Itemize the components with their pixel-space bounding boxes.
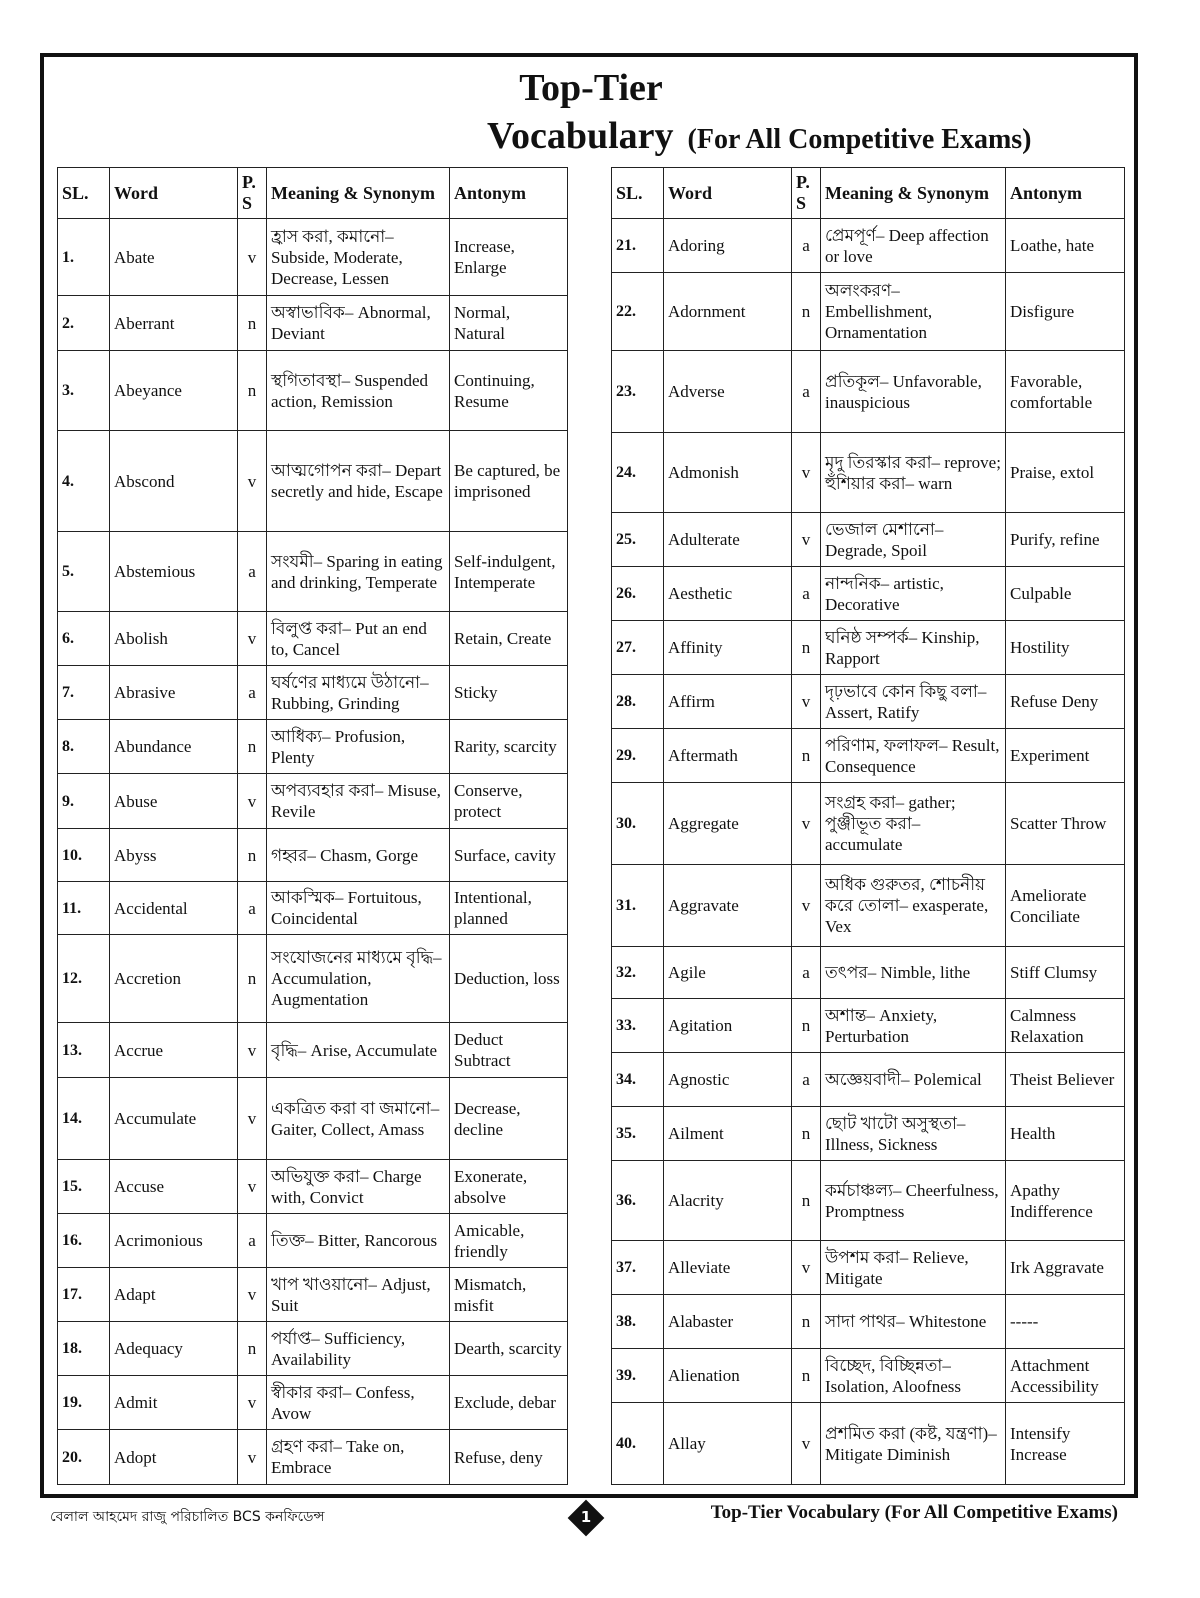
ps-cell: v xyxy=(238,1023,267,1078)
sl-cell: 4. xyxy=(58,431,110,532)
sl-cell: 29. xyxy=(612,729,664,783)
table-row xyxy=(58,1268,568,1322)
page-number: 1 xyxy=(580,1508,592,1526)
sl-cell: 11. xyxy=(58,882,110,935)
ps-cell: n xyxy=(238,720,267,774)
word-cell: Abuse xyxy=(110,774,238,829)
sl-cell: 40. xyxy=(612,1403,664,1485)
table-row xyxy=(612,729,1125,783)
word-cell: Allay xyxy=(664,1403,792,1485)
antonym-cell: Sticky xyxy=(450,666,568,720)
meaning-cell: মৃদু তিরস্কার করা– reprove; হুঁশিয়ার করা– warn xyxy=(821,433,1006,513)
word-cell: Alacrity xyxy=(664,1161,792,1241)
meaning-cell: বৃদ্ধি– Arise, Accumulate xyxy=(267,1023,450,1078)
antonym-cell: Be captured, be imprisoned xyxy=(450,431,568,532)
antonym-cell: Favorable, comfortable xyxy=(1006,351,1125,433)
antonym-cell: Retain, Create xyxy=(450,612,568,666)
table-row xyxy=(58,296,568,351)
antonym-cell: Disfigure xyxy=(1006,273,1125,351)
sl-cell: 24. xyxy=(612,433,664,513)
title-vocabulary: Vocabulary xyxy=(487,115,674,157)
ps-cell: v xyxy=(238,431,267,532)
header-antonym: Antonym xyxy=(450,168,568,219)
meaning-cell: অপব্যবহার করা– Misuse, Revile xyxy=(267,774,450,829)
table-row xyxy=(58,720,568,774)
meaning-cell: অলংকরণ– Embellishment, Ornamentation xyxy=(821,273,1006,351)
word-cell: Accrue xyxy=(110,1023,238,1078)
table-row xyxy=(58,1322,568,1376)
ps-cell: v xyxy=(238,219,267,296)
ps-cell: v xyxy=(238,774,267,829)
word-cell: Aftermath xyxy=(664,729,792,783)
ps-cell: a xyxy=(238,666,267,720)
ps-cell: n xyxy=(792,1107,821,1161)
word-cell: Accretion xyxy=(110,935,238,1023)
sl-cell: 22. xyxy=(612,273,664,351)
ps-cell: v xyxy=(238,1430,267,1485)
table-row xyxy=(612,433,1125,513)
sl-cell: 23. xyxy=(612,351,664,433)
table-row xyxy=(58,1430,568,1485)
sl-cell: 1. xyxy=(58,219,110,296)
sl-cell: 34. xyxy=(612,1053,664,1107)
sl-cell: 16. xyxy=(58,1214,110,1268)
table-row xyxy=(58,666,568,720)
antonym-cell: Rarity, scarcity xyxy=(450,720,568,774)
word-cell: Accidental xyxy=(110,882,238,935)
table-row xyxy=(612,1295,1125,1349)
page-title-line2 xyxy=(487,114,1032,162)
header-ps: P. S xyxy=(792,168,821,219)
table-row xyxy=(612,675,1125,729)
meaning-cell: সংগ্রহ করা– gather; পুঞ্জীভূত করা– accumulate xyxy=(821,783,1006,865)
table-row xyxy=(612,1161,1125,1241)
sl-cell: 26. xyxy=(612,567,664,621)
word-cell: Adoring xyxy=(664,219,792,273)
antonym-cell: Health xyxy=(1006,1107,1125,1161)
word-cell: Affinity xyxy=(664,621,792,675)
page-title: Top-Tier xyxy=(519,67,663,109)
word-cell: Abolish xyxy=(110,612,238,666)
vocab-table-left xyxy=(57,167,568,1485)
sl-cell: 31. xyxy=(612,865,664,947)
footer-left-text: বেলাল আহমেদ রাজু পরিচালিত BCS কনফিডেন্স xyxy=(50,1509,325,1525)
sl-cell: 35. xyxy=(612,1107,664,1161)
antonym-cell: Refuse Deny xyxy=(1006,675,1125,729)
word-cell: Abscond xyxy=(110,431,238,532)
antonym-cell: Intensify Increase xyxy=(1006,1403,1125,1485)
antonym-cell: Refuse, deny xyxy=(450,1430,568,1485)
sl-cell: 37. xyxy=(612,1241,664,1295)
table-row xyxy=(612,219,1125,273)
antonym-cell: Exonerate, absolve xyxy=(450,1160,568,1214)
meaning-cell: আধিক্য– Profusion, Plenty xyxy=(267,720,450,774)
ps-cell: v xyxy=(792,865,821,947)
meaning-cell: স্বীকার করা– Confess, Avow xyxy=(267,1376,450,1430)
ps-cell: v xyxy=(238,1160,267,1214)
antonym-cell: Apathy Indifference xyxy=(1006,1161,1125,1241)
table-row xyxy=(612,351,1125,433)
sl-cell: 17. xyxy=(58,1268,110,1322)
table-row xyxy=(58,612,568,666)
meaning-cell: বিলুপ্ত করা– Put an end to, Cancel xyxy=(267,612,450,666)
word-cell: Aggravate xyxy=(664,865,792,947)
sl-cell: 36. xyxy=(612,1161,664,1241)
table-row xyxy=(612,999,1125,1053)
sl-cell: 25. xyxy=(612,513,664,567)
sl-cell: 13. xyxy=(58,1023,110,1078)
meaning-cell: সংযমী– Sparing in eating and drinking, Temperate xyxy=(267,532,450,612)
ps-cell: a xyxy=(792,1053,821,1107)
header-word: Word xyxy=(664,168,792,219)
table-row xyxy=(58,829,568,882)
meaning-cell: উপশম করা– Relieve, Mitigate xyxy=(821,1241,1006,1295)
table-row xyxy=(612,621,1125,675)
sl-cell: 6. xyxy=(58,612,110,666)
word-cell: Agile xyxy=(664,947,792,999)
meaning-cell: প্রশমিত করা (কষ্ট, যন্ত্রণা)– Mitigate Diminish xyxy=(821,1403,1006,1485)
meaning-cell: নান্দনিক– artistic, Decorative xyxy=(821,567,1006,621)
ps-cell: v xyxy=(238,612,267,666)
ps-cell: a xyxy=(792,219,821,273)
table-row xyxy=(612,567,1125,621)
meaning-cell: সাদা পাথর– Whitestone xyxy=(821,1295,1006,1349)
ps-cell: n xyxy=(792,999,821,1053)
sl-cell: 2. xyxy=(58,296,110,351)
word-cell: Abrasive xyxy=(110,666,238,720)
antonym-cell: Stiff Clumsy xyxy=(1006,947,1125,999)
table-row xyxy=(58,351,568,431)
header-antonym: Antonym xyxy=(1006,168,1125,219)
sl-cell: 3. xyxy=(58,351,110,431)
antonym-cell: Exclude, debar xyxy=(450,1376,568,1430)
antonym-cell: Scatter Throw xyxy=(1006,783,1125,865)
antonym-cell: Irk Aggravate xyxy=(1006,1241,1125,1295)
sl-cell: 7. xyxy=(58,666,110,720)
header-sl: SL. xyxy=(612,168,664,219)
antonym-cell: Purify, refine xyxy=(1006,513,1125,567)
word-cell: Admit xyxy=(110,1376,238,1430)
table-row xyxy=(612,513,1125,567)
word-cell: Ailment xyxy=(664,1107,792,1161)
meaning-cell: অস্বাভাবিক– Abnormal, Deviant xyxy=(267,296,450,351)
meaning-cell: স্থগিতাবস্থা– Suspended action, Remission xyxy=(267,351,450,431)
ps-cell: n xyxy=(238,296,267,351)
table-row xyxy=(612,1349,1125,1403)
header-meaning: Meaning & Synonym xyxy=(821,168,1006,219)
vocab-rows-right xyxy=(612,219,1125,1485)
meaning-cell: ঘর্ষণের মাধ্যমে উঠানো– Rubbing, Grinding xyxy=(267,666,450,720)
table-row xyxy=(58,1023,568,1078)
word-cell: Adornment xyxy=(664,273,792,351)
word-cell: Alabaster xyxy=(664,1295,792,1349)
ps-cell: n xyxy=(238,935,267,1023)
word-cell: Affirm xyxy=(664,675,792,729)
ps-cell: v xyxy=(238,1268,267,1322)
ps-cell: n xyxy=(238,1322,267,1376)
table-row xyxy=(58,219,568,296)
ps-cell: v xyxy=(792,783,821,865)
ps-cell: v xyxy=(238,1078,267,1160)
ps-cell: n xyxy=(792,1295,821,1349)
antonym-cell: Increase, Enlarge xyxy=(450,219,568,296)
meaning-cell: খাপ খাওয়ানো– Adjust, Suit xyxy=(267,1268,450,1322)
table-row xyxy=(612,1241,1125,1295)
antonym-cell: Deduction, loss xyxy=(450,935,568,1023)
ps-cell: n xyxy=(238,829,267,882)
ps-cell: n xyxy=(792,729,821,783)
meaning-cell: গ্রহণ করা– Take on, Embrace xyxy=(267,1430,450,1485)
antonym-cell: Experiment xyxy=(1006,729,1125,783)
table-row xyxy=(612,1403,1125,1485)
word-cell: Aesthetic xyxy=(664,567,792,621)
antonym-cell: Conserve, protect xyxy=(450,774,568,829)
meaning-cell: প্রতিকূল– Unfavorable, inauspicious xyxy=(821,351,1006,433)
sl-cell: 33. xyxy=(612,999,664,1053)
sl-cell: 20. xyxy=(58,1430,110,1485)
table-header-row xyxy=(58,168,568,219)
meaning-cell: আত্মগোপন করা– Depart secretly and hide, Escape xyxy=(267,431,450,532)
table-row xyxy=(58,532,568,612)
sl-cell: 5. xyxy=(58,532,110,612)
antonym-cell: Amicable, friendly xyxy=(450,1214,568,1268)
antonym-cell: Surface, cavity xyxy=(450,829,568,882)
ps-cell: a xyxy=(238,532,267,612)
meaning-cell: অশান্ত– Anxiety, Perturbation xyxy=(821,999,1006,1053)
table-row xyxy=(58,882,568,935)
word-cell: Alienation xyxy=(664,1349,792,1403)
antonym-cell: Hostility xyxy=(1006,621,1125,675)
antonym-cell: Intentional, planned xyxy=(450,882,568,935)
word-cell: Adverse xyxy=(664,351,792,433)
ps-cell: n xyxy=(238,351,267,431)
word-cell: Adulterate xyxy=(664,513,792,567)
word-cell: Accumulate xyxy=(110,1078,238,1160)
meaning-cell: পর্যাপ্ত– Sufficiency, Availability xyxy=(267,1322,450,1376)
sl-cell: 8. xyxy=(58,720,110,774)
ps-cell: n xyxy=(792,621,821,675)
meaning-cell: তৎপর– Nimble, lithe xyxy=(821,947,1006,999)
table-row xyxy=(58,1376,568,1430)
meaning-cell: বিচ্ছেদ, বিচ্ছিন্নতা– Isolation, Aloofness xyxy=(821,1349,1006,1403)
antonym-cell: Theist Believer xyxy=(1006,1053,1125,1107)
antonym-cell: Calmness Relaxation xyxy=(1006,999,1125,1053)
antonym-cell: Ameliorate Conciliate xyxy=(1006,865,1125,947)
meaning-cell: অজ্ঞেয়বাদী– Polemical xyxy=(821,1053,1006,1107)
sl-cell: 9. xyxy=(58,774,110,829)
header-ps: P. S xyxy=(238,168,267,219)
meaning-cell: একত্রিত করা বা জমানো– Gaiter, Collect, Amass xyxy=(267,1078,450,1160)
antonym-cell: Self-indulgent, Intemperate xyxy=(450,532,568,612)
sl-cell: 18. xyxy=(58,1322,110,1376)
word-cell: Acrimonious xyxy=(110,1214,238,1268)
word-cell: Abstemious xyxy=(110,532,238,612)
word-cell: Alleviate xyxy=(664,1241,792,1295)
sl-cell: 14. xyxy=(58,1078,110,1160)
meaning-cell: তিক্ত– Bitter, Rancorous xyxy=(267,1214,450,1268)
page-subtitle: (For All Competitive Exams) xyxy=(687,124,1032,155)
sl-cell: 10. xyxy=(58,829,110,882)
table-row xyxy=(612,865,1125,947)
word-cell: Abundance xyxy=(110,720,238,774)
meaning-cell: অধিক গুরুতর, শোচনীয় করে তোলা– exasperate, Vex xyxy=(821,865,1006,947)
word-cell: Abeyance xyxy=(110,351,238,431)
ps-cell: a xyxy=(792,947,821,999)
sl-cell: 38. xyxy=(612,1295,664,1349)
sl-cell: 30. xyxy=(612,783,664,865)
table-row xyxy=(612,273,1125,351)
vocab-rows-left xyxy=(58,219,568,1485)
ps-cell: n xyxy=(792,273,821,351)
table-row xyxy=(58,1214,568,1268)
meaning-cell: গহ্বর– Chasm, Gorge xyxy=(267,829,450,882)
word-cell: Abyss xyxy=(110,829,238,882)
table-row xyxy=(612,947,1125,999)
antonym-cell: Attachment Accessibility xyxy=(1006,1349,1125,1403)
antonym-cell: Culpable xyxy=(1006,567,1125,621)
meaning-cell: আকস্মিক– Fortuitous, Coincidental xyxy=(267,882,450,935)
ps-cell: a xyxy=(792,567,821,621)
word-cell: Adapt xyxy=(110,1268,238,1322)
antonym-cell: Praise, extol xyxy=(1006,433,1125,513)
footer-right-text: Top-Tier Vocabulary (For All Competitive Exams) xyxy=(710,1502,1118,1523)
header-word: Word xyxy=(110,168,238,219)
word-cell: Adequacy xyxy=(110,1322,238,1376)
word-cell: Adopt xyxy=(110,1430,238,1485)
vocab-table-right xyxy=(611,167,1125,1485)
table-row xyxy=(58,1078,568,1160)
ps-cell: v xyxy=(238,1376,267,1430)
ps-cell: v xyxy=(792,433,821,513)
ps-cell: v xyxy=(792,1403,821,1485)
ps-cell: a xyxy=(238,882,267,935)
meaning-cell: কর্মচাঞ্চল্য– Cheerfulness, Promptness xyxy=(821,1161,1006,1241)
word-cell: Admonish xyxy=(664,433,792,513)
sl-cell: 39. xyxy=(612,1349,664,1403)
table-row xyxy=(612,1107,1125,1161)
ps-cell: n xyxy=(792,1349,821,1403)
ps-cell: n xyxy=(792,1161,821,1241)
sl-cell: 21. xyxy=(612,219,664,273)
table-row xyxy=(612,783,1125,865)
ps-cell: v xyxy=(792,513,821,567)
meaning-cell: অভিযুক্ত করা– Charge with, Convict xyxy=(267,1160,450,1214)
word-cell: Agnostic xyxy=(664,1053,792,1107)
meaning-cell: হ্রাস করা, কমানো– Subside, Moderate, Decrease, Lessen xyxy=(267,219,450,296)
meaning-cell: ছোট খাটো অসুস্থতা– Illness, Sickness xyxy=(821,1107,1006,1161)
sl-cell: 32. xyxy=(612,947,664,999)
table-row xyxy=(612,1053,1125,1107)
antonym-cell: Mismatch, misfit xyxy=(450,1268,568,1322)
meaning-cell: দৃঢ়ভাবে কোন কিছু বলা– Assert, Ratify xyxy=(821,675,1006,729)
sl-cell: 27. xyxy=(612,621,664,675)
antonym-cell: Normal, Natural xyxy=(450,296,568,351)
header-meaning: Meaning & Synonym xyxy=(267,168,450,219)
antonym-cell: Dearth, scarcity xyxy=(450,1322,568,1376)
meaning-cell: ঘনিষ্ঠ সম্পর্ক– Kinship, Rapport xyxy=(821,621,1006,675)
ps-cell: v xyxy=(792,1241,821,1295)
sl-cell: 19. xyxy=(58,1376,110,1430)
sl-cell: 28. xyxy=(612,675,664,729)
sl-cell: 12. xyxy=(58,935,110,1023)
table-row xyxy=(58,935,568,1023)
table-row xyxy=(58,1160,568,1214)
page-number-badge xyxy=(568,1500,604,1536)
word-cell: Aggregate xyxy=(664,783,792,865)
antonym-cell: Continuing, Resume xyxy=(450,351,568,431)
header-sl: SL. xyxy=(58,168,110,219)
antonym-cell: Decrease, decline xyxy=(450,1078,568,1160)
meaning-cell: পরিণাম, ফলাফল– Result, Consequence xyxy=(821,729,1006,783)
ps-cell: a xyxy=(238,1214,267,1268)
meaning-cell: প্রেমপূর্ণ– Deep affection or love xyxy=(821,219,1006,273)
meaning-cell: সংযোজনের মাধ্যমে বৃদ্ধি– Accumulation, Augmentation xyxy=(267,935,450,1023)
antonym-cell: Loathe, hate xyxy=(1006,219,1125,273)
sl-cell: 15. xyxy=(58,1160,110,1214)
antonym-cell: ----- xyxy=(1006,1295,1125,1349)
word-cell: Accuse xyxy=(110,1160,238,1214)
table-row xyxy=(58,774,568,829)
table-header-row xyxy=(612,168,1125,219)
antonym-cell: Deduct Subtract xyxy=(450,1023,568,1078)
word-cell: Agitation xyxy=(664,999,792,1053)
word-cell: Abate xyxy=(110,219,238,296)
meaning-cell: ভেজাল মেশানো– Degrade, Spoil xyxy=(821,513,1006,567)
word-cell: Aberrant xyxy=(110,296,238,351)
table-row xyxy=(58,431,568,532)
ps-cell: v xyxy=(792,675,821,729)
ps-cell: a xyxy=(792,351,821,433)
